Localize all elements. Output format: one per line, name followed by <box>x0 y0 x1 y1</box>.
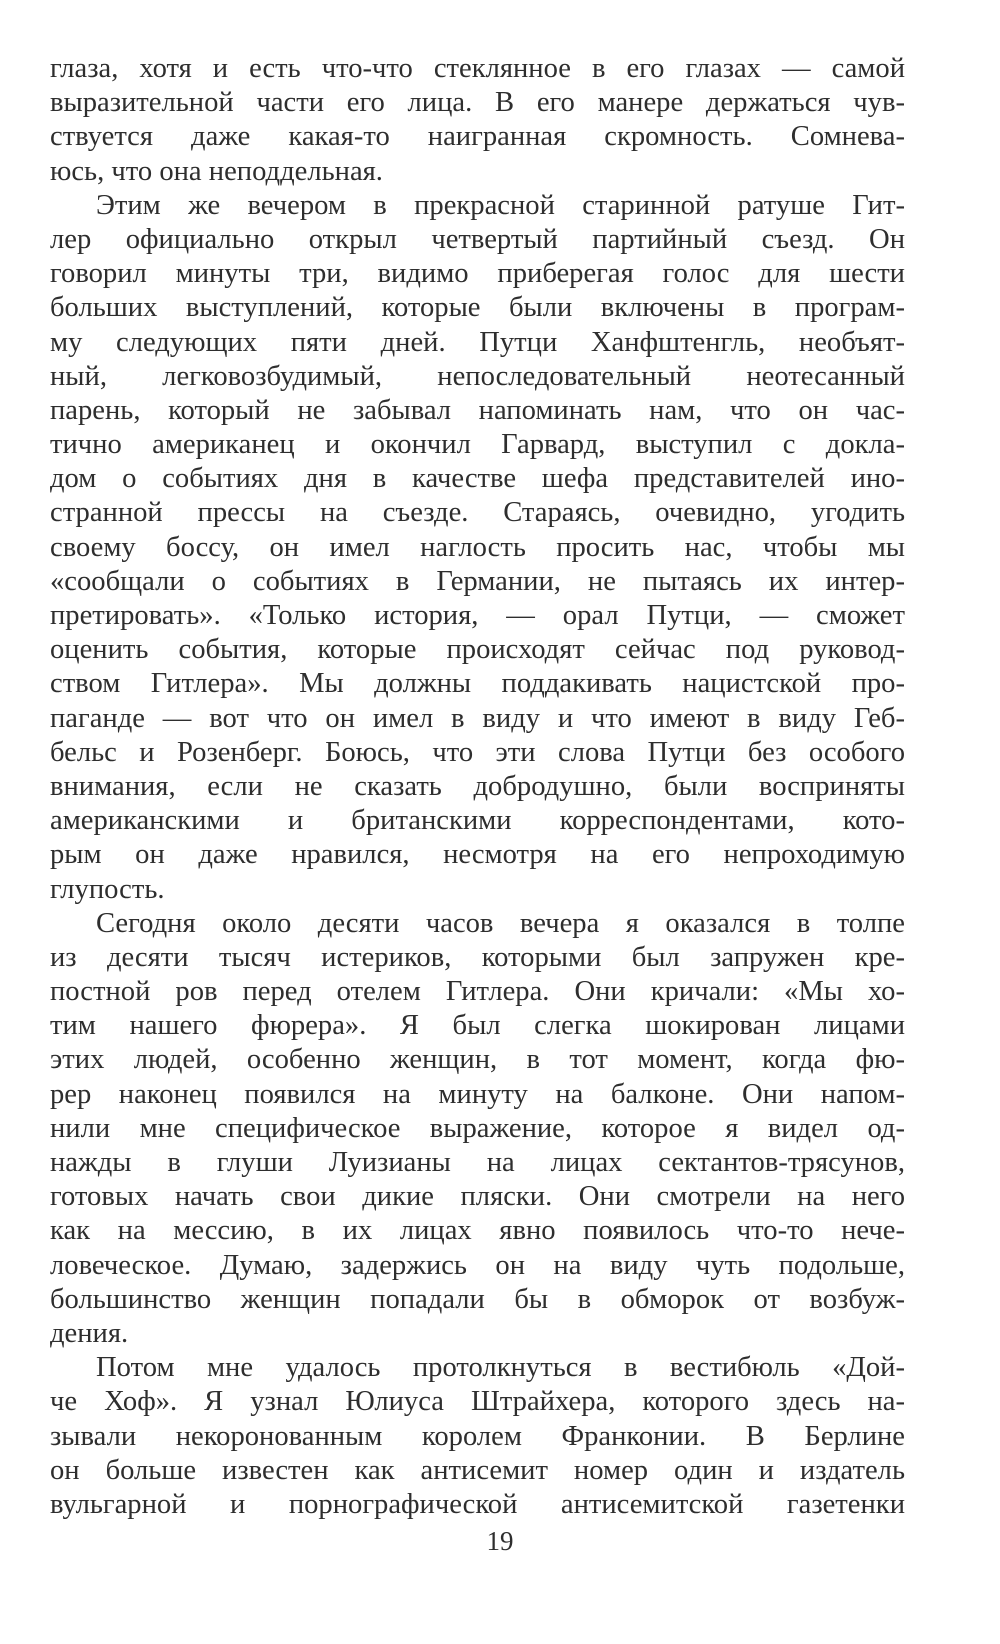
text-line: своему боссу, он имел наглость просить нас, чтобы мы <box>50 531 905 563</box>
text-line: тично американец и окончил Гарвард, выступил с доклa- <box>50 429 905 461</box>
text-line: он больше известен как антисемит номер один и издатель <box>50 1454 905 1486</box>
text-line: нажды в глуши Луизианы на лицах сектантов-трясунов, <box>50 1147 905 1178</box>
text-line: дом о событиях дня в качестве шефа представителей ино- <box>50 463 905 495</box>
text-line: большинство женщин попадали бы в обморок от возбуж- <box>50 1283 905 1315</box>
text-line: Сегодня около десяти часов вечера я оказался в толпе <box>96 907 905 939</box>
text-line: ловеческое. Думаю, задержись он на виду чуть подольше, <box>50 1249 905 1281</box>
text-line: дения. <box>50 1317 129 1349</box>
text-line: паганде — вот что он имел в виду и что имеют в виду Геб- <box>50 702 905 734</box>
page-number: 19 <box>486 1526 514 1556</box>
text-line: рым он даже нравился, несмотря на его непроходимую <box>50 839 905 871</box>
text-line: Этим же вечером в прекрасной старинной ратуше Гит- <box>96 189 905 221</box>
text-line: бельс и Розенберг. Боюсь, что эти слова Путци без особого <box>50 736 905 768</box>
text-line: глаза, хотя и есть что-что стеклянное в его глазах — самой <box>50 53 905 84</box>
paragraph <box>50 52 905 189</box>
text-line: американскими и британскими корреспондентами, кото- <box>50 805 905 837</box>
text-line: му следующих пяти дней. Путци Ханфштенгль, необъят- <box>50 326 905 358</box>
text-line: «сообщали о событиях в Германии, не пытаясь их интер- <box>50 565 905 597</box>
text-line: зывали некоронованным королем Франконии. В Берлине <box>50 1420 905 1452</box>
paragraph <box>50 189 905 907</box>
text-line: лер официально открыл четвертый партийный съезд. Он <box>50 223 905 255</box>
text-line: претировать». «Только история, — орал Путци, — сможет <box>50 600 905 631</box>
text-line: странной прессы на съезде. Стараясь, очевидно, угодить <box>50 497 905 529</box>
paragraph <box>50 1351 905 1522</box>
text-line: юсь, что она неподдельная. <box>50 155 383 187</box>
text-line: нили мне специфическое выражение, которое я видел од- <box>50 1112 905 1144</box>
paragraph <box>50 907 905 1351</box>
text-line: ствуется даже какая-то наигранная скромность. Сомнева- <box>50 121 905 153</box>
text-line: оценить события, которые происходят сейчас под руковод- <box>50 634 905 666</box>
text-line: ством Гитлера». Мы должны поддакивать нацистской про- <box>50 668 905 700</box>
text-line: внимания, если не сказать добродушно, были восприняты <box>50 770 905 802</box>
text-line: че Хоф». Я узнал Юлиуса Штрайхера, которого здесь на- <box>50 1386 905 1418</box>
text-line: тим нашего фюрера». Я был слегка шокирован лицами <box>50 1010 905 1042</box>
text-line: вульгарной и порнографической антисемитской газетенки <box>50 1488 905 1520</box>
text-line: Потом мне удалось протолкнуться в вестибюль «Дой- <box>96 1352 905 1384</box>
text-line: выразительной части его лица. В его манере держаться чув- <box>50 87 905 119</box>
text-line: глупость. <box>50 873 165 905</box>
text-line: говорил минуты три, видимо приберегая голос для шести <box>50 258 905 290</box>
text-line: рер наконец появился на минуту на балконе. Они напом- <box>50 1078 905 1110</box>
text-line: из десяти тысяч истериков, которыми был запружен кре- <box>50 941 905 973</box>
text-line: этих людей, особенно женщин, в тот момент, когда фю- <box>50 1044 905 1076</box>
page-body <box>50 52 905 1522</box>
text-line: как на мессию, в их лицах явно появилось что-то нече- <box>50 1215 905 1247</box>
text-line: постной ров перед отелем Гитлера. Они кричали: «Мы хо- <box>50 976 905 1008</box>
text-line: больших выступлений, которые были включены в програм- <box>50 292 905 324</box>
text-line: ный, легковозбудимый, непоследовательный неотесанный <box>50 360 905 392</box>
text-line: готовых начать свои дикие пляски. Они смотрели на него <box>50 1181 905 1213</box>
text-line: парень, который не забывал напоминать нам, что он час- <box>50 394 905 426</box>
